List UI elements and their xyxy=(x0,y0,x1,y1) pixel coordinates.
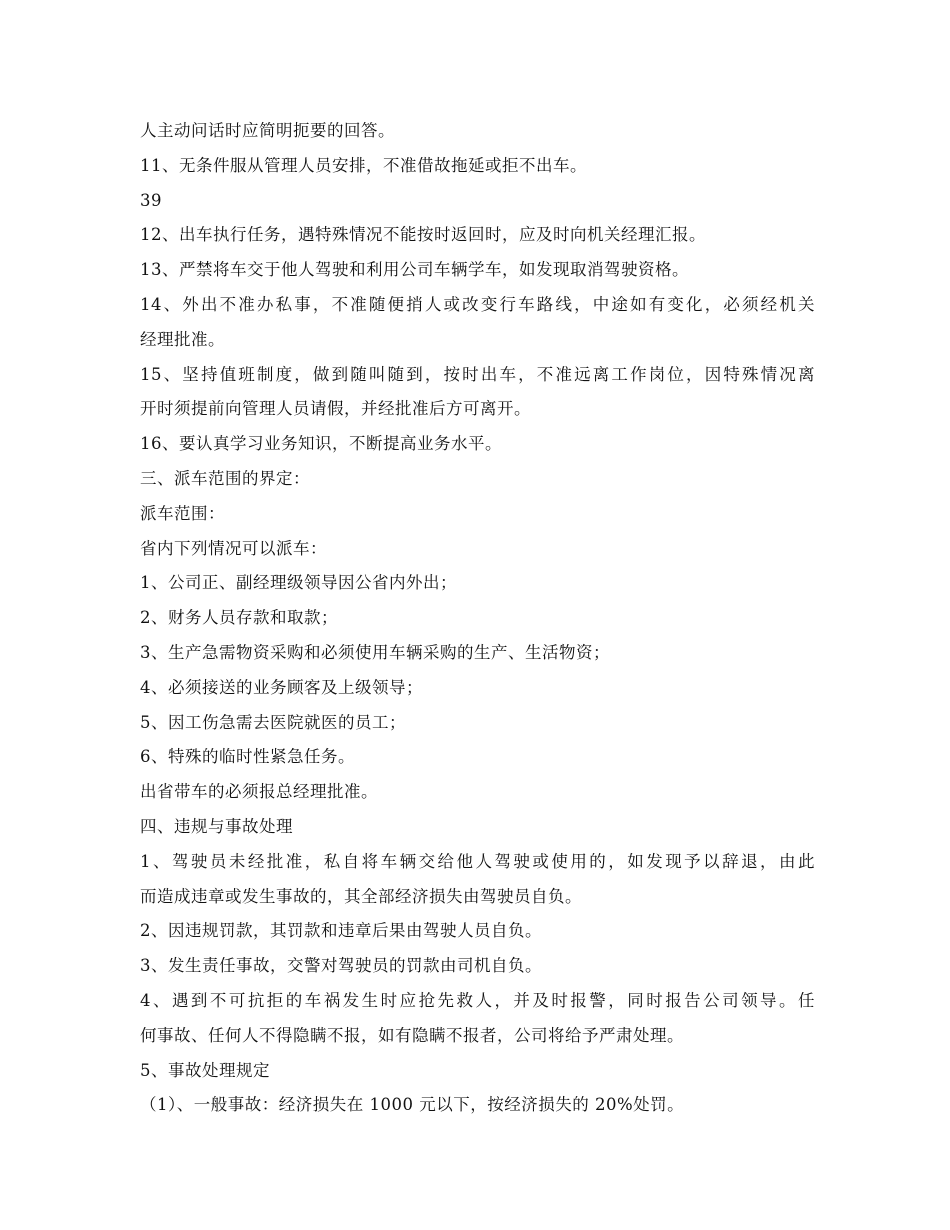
paragraph-line: 开时须提前向管理人员请假，并经批准后方可离开。 xyxy=(140,399,531,419)
paragraph-line: （1）、一般事故：经济损失在 1000 元以下，按经济损失的 20%处罚。 xyxy=(140,1095,685,1115)
paragraph-line: 3、发生责任事故，交警对驾驶员的罚款由司机自负。 xyxy=(140,956,542,976)
paragraph-line: 而造成违章或发生事故的，其全部经济损失由驾驶员自负。 xyxy=(140,886,582,906)
list-item: 5、因工伤急需去医院就医的员工； xyxy=(140,712,406,732)
list-item: 2、财务人员存款和取款； xyxy=(140,608,338,628)
document-body xyxy=(140,114,815,1123)
list-item: 1、公司正、副经理级领导因公省内外出； xyxy=(140,573,457,593)
page-number: 39 xyxy=(140,190,162,210)
section-heading: 三、派车范围的界定： xyxy=(140,468,310,488)
paragraph-line: 15、坚持值班制度，做到随叫随到，按时出车，不准远离工作岗位，因特殊情况离 xyxy=(140,364,815,384)
paragraph-line: 11、无条件服从管理人员安排，不准借故拖延或拒不出车。 xyxy=(140,155,587,175)
paragraph-line: 14、外出不准办私事，不准随便捎人或改变行车路线，中途如有变化，必须经机关 xyxy=(140,294,815,314)
list-item: 4、必须接送的业务顾客及上级领导； xyxy=(140,677,423,697)
paragraph-line: 出省带车的必须报总经理批准。 xyxy=(140,782,378,802)
list-item: 3、生产急需物资采购和必须使用车辆采购的生产、生活物资； xyxy=(140,642,610,662)
paragraph-line: 13、严禁将车交于他人驾驶和利用公司车辆学车，如发现取消驾驶资格。 xyxy=(140,260,689,280)
paragraph-line: 5、事故处理规定 xyxy=(140,1060,270,1080)
paragraph-line: 人主动问话时应简明扼要的回答。 xyxy=(140,121,395,140)
paragraph-line: 2、因违规罚款，其罚款和违章后果由驾驶人员自负。 xyxy=(140,921,542,941)
paragraph-line: 经理批准。 xyxy=(140,329,225,349)
paragraph-line: 何事故、任何人不得隐瞒不报，如有隐瞒不报者，公司将给予严肃处理。 xyxy=(140,1025,684,1045)
paragraph-line: 4、遇到不可抗拒的车祸发生时应抢先救人，并及时报警，同时报告公司领导。任 xyxy=(140,990,815,1010)
list-item: 6、特殊的临时性紧急任务。 xyxy=(140,747,355,767)
paragraph-line: 省内下列情况可以派车： xyxy=(140,538,327,558)
paragraph-line: 派车范围： xyxy=(140,503,225,523)
paragraph-line: 1、驾驶员未经批准，私自将车辆交给他人驾驶或使用的，如发现予以辞退，由此 xyxy=(140,851,815,871)
paragraph-line: 16、要认真学习业务知识，不断提高业务水平。 xyxy=(140,434,502,454)
section-heading: 四、违规与事故处理 xyxy=(140,816,293,836)
paragraph-line: 12、出车执行任务，遇特殊情况不能按时返回时，应及时向机关经理汇报。 xyxy=(140,225,706,245)
